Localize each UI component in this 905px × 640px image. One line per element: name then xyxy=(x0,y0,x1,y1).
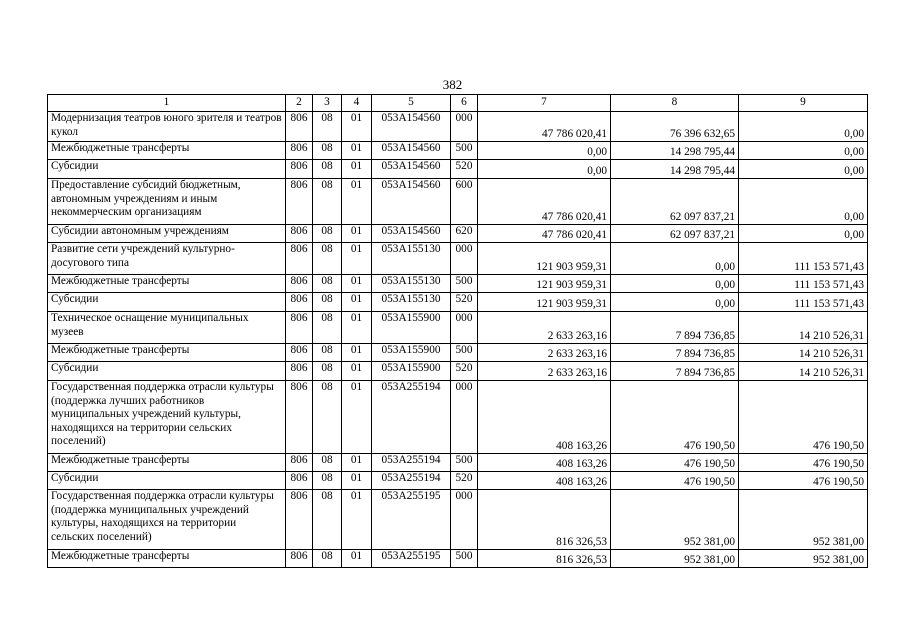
subsection-code: 01 xyxy=(342,381,372,454)
amount-col9 xyxy=(739,312,868,344)
section-code: 08 xyxy=(313,490,342,550)
amount-col7-value: 408 163,26 xyxy=(556,440,607,453)
header-row xyxy=(48,95,868,112)
section-code: 08 xyxy=(313,312,342,344)
column-header-5: 5 xyxy=(372,95,451,112)
subsection-code: 01 xyxy=(342,293,372,312)
admin-code: 806 xyxy=(286,243,313,275)
target-article: 053А155900 xyxy=(372,312,451,344)
amount-col7-value: 47 786 020,41 xyxy=(542,229,607,242)
amount-col7-value: 2 633 263,16 xyxy=(547,367,607,380)
target-article: 053А255194 xyxy=(372,454,451,472)
amount-col9 xyxy=(739,142,868,160)
amount-col8-value: 14 298 795,44 xyxy=(670,165,735,178)
amount-col8-value: 7 894 736,85 xyxy=(675,348,735,361)
expense-type: 520 xyxy=(451,160,478,179)
table-row xyxy=(48,243,868,275)
amount-col7 xyxy=(478,225,611,243)
amount-col9-value: 111 153 571,43 xyxy=(794,298,864,311)
section-code: 08 xyxy=(313,362,342,381)
amount-col9-value: 14 210 526,31 xyxy=(799,330,864,343)
subsection-code: 01 xyxy=(342,142,372,160)
amount-col7-value: 408 163,26 xyxy=(556,458,607,471)
table-row xyxy=(48,179,868,225)
amount-col9 xyxy=(739,344,868,362)
amount-col8-value: 0,00 xyxy=(715,279,735,292)
amount-col9 xyxy=(739,362,868,381)
row-name: Предоставление субсидий бюджетным, автономным учреждениям и иным некоммерческим организациям xyxy=(48,179,286,225)
amount-col7-value: 816 326,53 xyxy=(556,536,607,549)
admin-code: 806 xyxy=(286,454,313,472)
table-row xyxy=(48,225,868,243)
column-header-4: 4 xyxy=(342,95,372,112)
table-row xyxy=(48,362,868,381)
target-article: 053А255194 xyxy=(372,381,451,454)
section-code: 08 xyxy=(313,344,342,362)
amount-col7 xyxy=(478,550,611,568)
admin-code: 806 xyxy=(286,112,313,142)
amount-col7 xyxy=(478,142,611,160)
amount-col7 xyxy=(478,160,611,179)
section-code: 08 xyxy=(313,381,342,454)
target-article: 053А154560 xyxy=(372,179,451,225)
amount-col9 xyxy=(739,275,868,293)
amount-col8-value: 952 381,00 xyxy=(684,554,735,567)
admin-code: 806 xyxy=(286,142,313,160)
admin-code: 806 xyxy=(286,312,313,344)
admin-code: 806 xyxy=(286,550,313,568)
target-article: 053А255195 xyxy=(372,550,451,568)
expense-type: 500 xyxy=(451,275,478,293)
section-code: 08 xyxy=(313,179,342,225)
section-code: 08 xyxy=(313,275,342,293)
amount-col8 xyxy=(611,243,739,275)
row-name: Субсидии xyxy=(48,472,286,490)
amount-col7 xyxy=(478,344,611,362)
admin-code: 806 xyxy=(286,275,313,293)
amount-col9-value: 476 190,50 xyxy=(813,476,864,489)
amount-col7 xyxy=(478,472,611,490)
section-code: 08 xyxy=(313,454,342,472)
amount-col7 xyxy=(478,179,611,225)
amount-col9 xyxy=(739,550,868,568)
target-article: 053А155900 xyxy=(372,362,451,381)
target-article: 053А154560 xyxy=(372,225,451,243)
expense-type: 000 xyxy=(451,243,478,275)
amount-col9 xyxy=(739,179,868,225)
target-article: 053А155130 xyxy=(372,243,451,275)
admin-code: 806 xyxy=(286,344,313,362)
page-number: 382 xyxy=(442,77,463,92)
amount-col8 xyxy=(611,490,739,550)
subsection-code: 01 xyxy=(342,179,372,225)
section-code: 08 xyxy=(313,472,342,490)
section-code: 08 xyxy=(313,160,342,179)
amount-col8 xyxy=(611,454,739,472)
amount-col9 xyxy=(739,454,868,472)
target-article: 053А155130 xyxy=(372,275,451,293)
row-name: Модернизация театров юного зрителя и театров кукол xyxy=(48,112,286,142)
subsection-code: 01 xyxy=(342,454,372,472)
row-name: Субсидии xyxy=(48,160,286,179)
amount-col8 xyxy=(611,179,739,225)
amount-col8-value: 0,00 xyxy=(715,261,735,274)
column-header-9: 9 xyxy=(739,95,868,112)
amount-col8-value: 76 396 632,65 xyxy=(670,128,735,141)
row-name: Развитие сети учреждений культурно-досугового типа xyxy=(48,243,286,275)
amount-col8 xyxy=(611,472,739,490)
subsection-code: 01 xyxy=(342,312,372,344)
admin-code: 806 xyxy=(286,472,313,490)
subsection-code: 01 xyxy=(342,362,372,381)
amount-col9 xyxy=(739,293,868,312)
admin-code: 806 xyxy=(286,293,313,312)
expense-type: 520 xyxy=(451,362,478,381)
subsection-code: 01 xyxy=(342,344,372,362)
expense-type: 620 xyxy=(451,225,478,243)
amount-col8 xyxy=(611,344,739,362)
row-name: Межбюджетные трансферты xyxy=(48,454,286,472)
section-code: 08 xyxy=(313,550,342,568)
amount-col9-value: 952 381,00 xyxy=(813,536,864,549)
amount-col7 xyxy=(478,243,611,275)
row-name: Межбюджетные трансферты xyxy=(48,550,286,568)
amount-col7 xyxy=(478,362,611,381)
amount-col8-value: 7 894 736,85 xyxy=(675,330,735,343)
admin-code: 806 xyxy=(286,362,313,381)
amount-col8 xyxy=(611,312,739,344)
amount-col7 xyxy=(478,381,611,454)
amount-col9 xyxy=(739,160,868,179)
amount-col8-value: 14 298 795,44 xyxy=(670,146,735,159)
amount-col8 xyxy=(611,362,739,381)
row-name: Межбюджетные трансферты xyxy=(48,142,286,160)
table-body xyxy=(48,112,868,568)
row-name: Субсидии xyxy=(48,293,286,312)
target-article: 053А255194 xyxy=(372,472,451,490)
amount-col8-value: 0,00 xyxy=(715,298,735,311)
amount-col9 xyxy=(739,381,868,454)
target-article: 053А155900 xyxy=(372,344,451,362)
section-code: 08 xyxy=(313,225,342,243)
amount-col9-value: 476 190,50 xyxy=(813,440,864,453)
amount-col9-value: 0,00 xyxy=(844,229,864,242)
expense-type: 500 xyxy=(451,454,478,472)
amount-col7-value: 408 163,26 xyxy=(556,476,607,489)
expense-type: 600 xyxy=(451,179,478,225)
table-row xyxy=(48,293,868,312)
amount-col7-value: 121 903 959,31 xyxy=(536,279,607,292)
target-article: 053А154560 xyxy=(372,142,451,160)
amount-col9 xyxy=(739,472,868,490)
column-header-1: 1 xyxy=(48,95,286,112)
subsection-code: 01 xyxy=(342,275,372,293)
row-name: Межбюджетные трансферты xyxy=(48,275,286,293)
amount-col7-value: 47 786 020,41 xyxy=(542,211,607,224)
amount-col7 xyxy=(478,454,611,472)
section-code: 08 xyxy=(313,243,342,275)
section-code: 08 xyxy=(313,293,342,312)
row-name: Субсидии автономным учреждениям xyxy=(48,225,286,243)
table-row xyxy=(48,112,868,142)
column-header-6: 6 xyxy=(451,95,478,112)
amount-col8 xyxy=(611,275,739,293)
subsection-code: 01 xyxy=(342,160,372,179)
expense-type: 520 xyxy=(451,293,478,312)
amount-col8-value: 476 190,50 xyxy=(684,440,735,453)
row-name: Техническое оснащение муниципальных музеев xyxy=(48,312,286,344)
amount-col7-value: 47 786 020,41 xyxy=(542,128,607,141)
expense-type: 000 xyxy=(451,312,478,344)
expense-type: 520 xyxy=(451,472,478,490)
expense-type: 000 xyxy=(451,490,478,550)
amount-col7-value: 121 903 959,31 xyxy=(536,261,607,274)
table-row xyxy=(48,454,868,472)
expense-type: 500 xyxy=(451,550,478,568)
amount-col7-value: 121 903 959,31 xyxy=(536,298,607,311)
expense-type: 000 xyxy=(451,112,478,142)
section-code: 08 xyxy=(313,142,342,160)
row-name: Государственная поддержка отрасли культуры (поддержка муниципальных учреждений культуры, находящихся на территории сельских поселений) xyxy=(48,490,286,550)
amount-col7-value: 0,00 xyxy=(587,165,607,178)
amount-col8 xyxy=(611,142,739,160)
admin-code: 806 xyxy=(286,225,313,243)
budget-table xyxy=(47,94,868,568)
table-row xyxy=(48,312,868,344)
row-name: Субсидии xyxy=(48,362,286,381)
column-header-7: 7 xyxy=(478,95,611,112)
admin-code: 806 xyxy=(286,179,313,225)
amount-col8 xyxy=(611,112,739,142)
amount-col8-value: 62 097 837,21 xyxy=(670,211,735,224)
subsection-code: 01 xyxy=(342,112,372,142)
row-name: Межбюджетные трансферты xyxy=(48,344,286,362)
column-header-3: 3 xyxy=(313,95,342,112)
amount-col8-value: 7 894 736,85 xyxy=(675,367,735,380)
subsection-code: 01 xyxy=(342,225,372,243)
admin-code: 806 xyxy=(286,381,313,454)
amount-col9-value: 14 210 526,31 xyxy=(799,367,864,380)
admin-code: 806 xyxy=(286,160,313,179)
subsection-code: 01 xyxy=(342,490,372,550)
table-row xyxy=(48,275,868,293)
column-header-8: 8 xyxy=(611,95,739,112)
expense-type: 500 xyxy=(451,142,478,160)
amount-col7-value: 816 326,53 xyxy=(556,554,607,567)
amount-col9 xyxy=(739,243,868,275)
admin-code: 806 xyxy=(286,490,313,550)
amount-col8 xyxy=(611,550,739,568)
table-row xyxy=(48,160,868,179)
expense-type: 000 xyxy=(451,381,478,454)
amount-col9-value: 0,00 xyxy=(844,165,864,178)
amount-col7 xyxy=(478,293,611,312)
expense-type: 500 xyxy=(451,344,478,362)
column-header-2: 2 xyxy=(286,95,313,112)
subsection-code: 01 xyxy=(342,472,372,490)
amount-col9-value: 952 381,00 xyxy=(813,554,864,567)
section-code: 08 xyxy=(313,112,342,142)
amount-col9 xyxy=(739,112,868,142)
amount-col7 xyxy=(478,312,611,344)
amount-col7 xyxy=(478,275,611,293)
amount-col9-value: 0,00 xyxy=(844,146,864,159)
amount-col8 xyxy=(611,160,739,179)
amount-col8-value: 476 190,50 xyxy=(684,476,735,489)
amount-col9-value: 0,00 xyxy=(844,211,864,224)
target-article: 053А255195 xyxy=(372,490,451,550)
amount-col9-value: 111 153 571,43 xyxy=(794,279,864,292)
amount-col8-value: 476 190,50 xyxy=(684,458,735,471)
table-row xyxy=(48,490,868,550)
amount-col9 xyxy=(739,490,868,550)
amount-col8 xyxy=(611,293,739,312)
amount-col9-value: 111 153 571,43 xyxy=(794,261,864,274)
amount-col8-value: 952 381,00 xyxy=(684,536,735,549)
amount-col7 xyxy=(478,490,611,550)
subsection-code: 01 xyxy=(342,550,372,568)
amount-col9-value: 14 210 526,31 xyxy=(799,348,864,361)
amount-col7-value: 2 633 263,16 xyxy=(547,330,607,343)
table-row xyxy=(48,472,868,490)
amount-col8 xyxy=(611,225,739,243)
table-row xyxy=(48,142,868,160)
table-row xyxy=(48,381,868,454)
amount-col9-value: 0,00 xyxy=(844,128,864,141)
target-article: 053А154560 xyxy=(372,160,451,179)
table-row xyxy=(48,550,868,568)
amount-col9 xyxy=(739,225,868,243)
amount-col8 xyxy=(611,381,739,454)
amount-col7-value: 0,00 xyxy=(587,146,607,159)
table-header xyxy=(48,95,868,112)
amount-col8-value: 62 097 837,21 xyxy=(670,229,735,242)
amount-col7 xyxy=(478,112,611,142)
amount-col7-value: 2 633 263,16 xyxy=(547,348,607,361)
subsection-code: 01 xyxy=(342,243,372,275)
target-article: 053А155130 xyxy=(372,293,451,312)
target-article: 053А154560 xyxy=(372,112,451,142)
amount-col9-value: 476 190,50 xyxy=(813,458,864,471)
row-name: Государственная поддержка отрасли культуры (поддержка лучших работников муниципальных учреждений культуры, находящихся на территории сельских поселений) xyxy=(48,381,286,454)
table-row xyxy=(48,344,868,362)
